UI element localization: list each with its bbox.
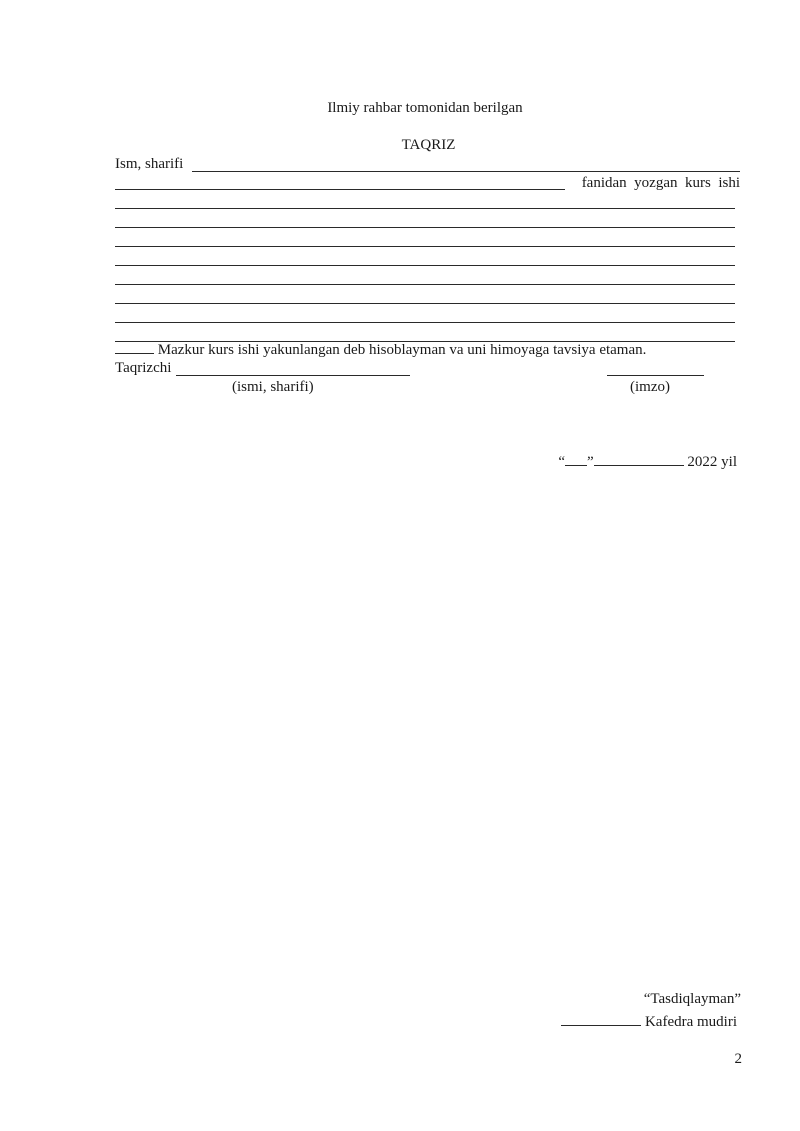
head-label: Kafedra mudiri (644, 1014, 737, 1030)
document-title: TAQRIZ (401, 137, 456, 153)
review-line[interactable] (115, 227, 735, 228)
review-line[interactable] (115, 265, 735, 266)
review-line[interactable] (115, 208, 735, 209)
reviewer-signature-caption: (imzo) (630, 379, 670, 395)
reviewer-signature-blank[interactable] (607, 375, 704, 376)
conclusion-text: Mazkur kurs ishi yakunlangan deb hisoblayman va uni himoyaga tavsiya etaman. (157, 342, 647, 358)
page-number: 2 (734, 1051, 742, 1067)
review-line[interactable] (115, 322, 735, 323)
approval-text: “Tasdiqlayman” (643, 991, 741, 1007)
date-close-quote: ” (586, 454, 594, 470)
day-blank[interactable] (565, 465, 587, 466)
subject-suffix-text: fanidan yozgan kurs ishi (581, 175, 740, 191)
subject-blank-line[interactable] (115, 189, 565, 190)
document-subtitle: Ilmiy rahbar tomonidan berilgan (327, 100, 523, 116)
date-year: 2022 yil (687, 454, 737, 470)
reviewer-label: Taqrizchi (115, 360, 172, 376)
grade-blank[interactable] (115, 353, 154, 354)
head-signature-blank[interactable] (561, 1025, 641, 1026)
date-row (0, 455, 737, 470)
conclusion-row (115, 343, 646, 358)
month-blank[interactable] (594, 465, 684, 466)
reviewer-name-blank[interactable] (176, 375, 410, 376)
review-line[interactable] (115, 284, 735, 285)
date-open-quote: “ (558, 454, 565, 470)
name-label: Ism, sharifi (115, 156, 184, 172)
name-blank-line[interactable] (192, 171, 740, 172)
review-line[interactable] (115, 246, 735, 247)
reviewer-name-caption: (ismi, sharifi) (232, 379, 314, 395)
review-line[interactable] (115, 303, 735, 304)
approval-head-row (0, 1015, 737, 1030)
